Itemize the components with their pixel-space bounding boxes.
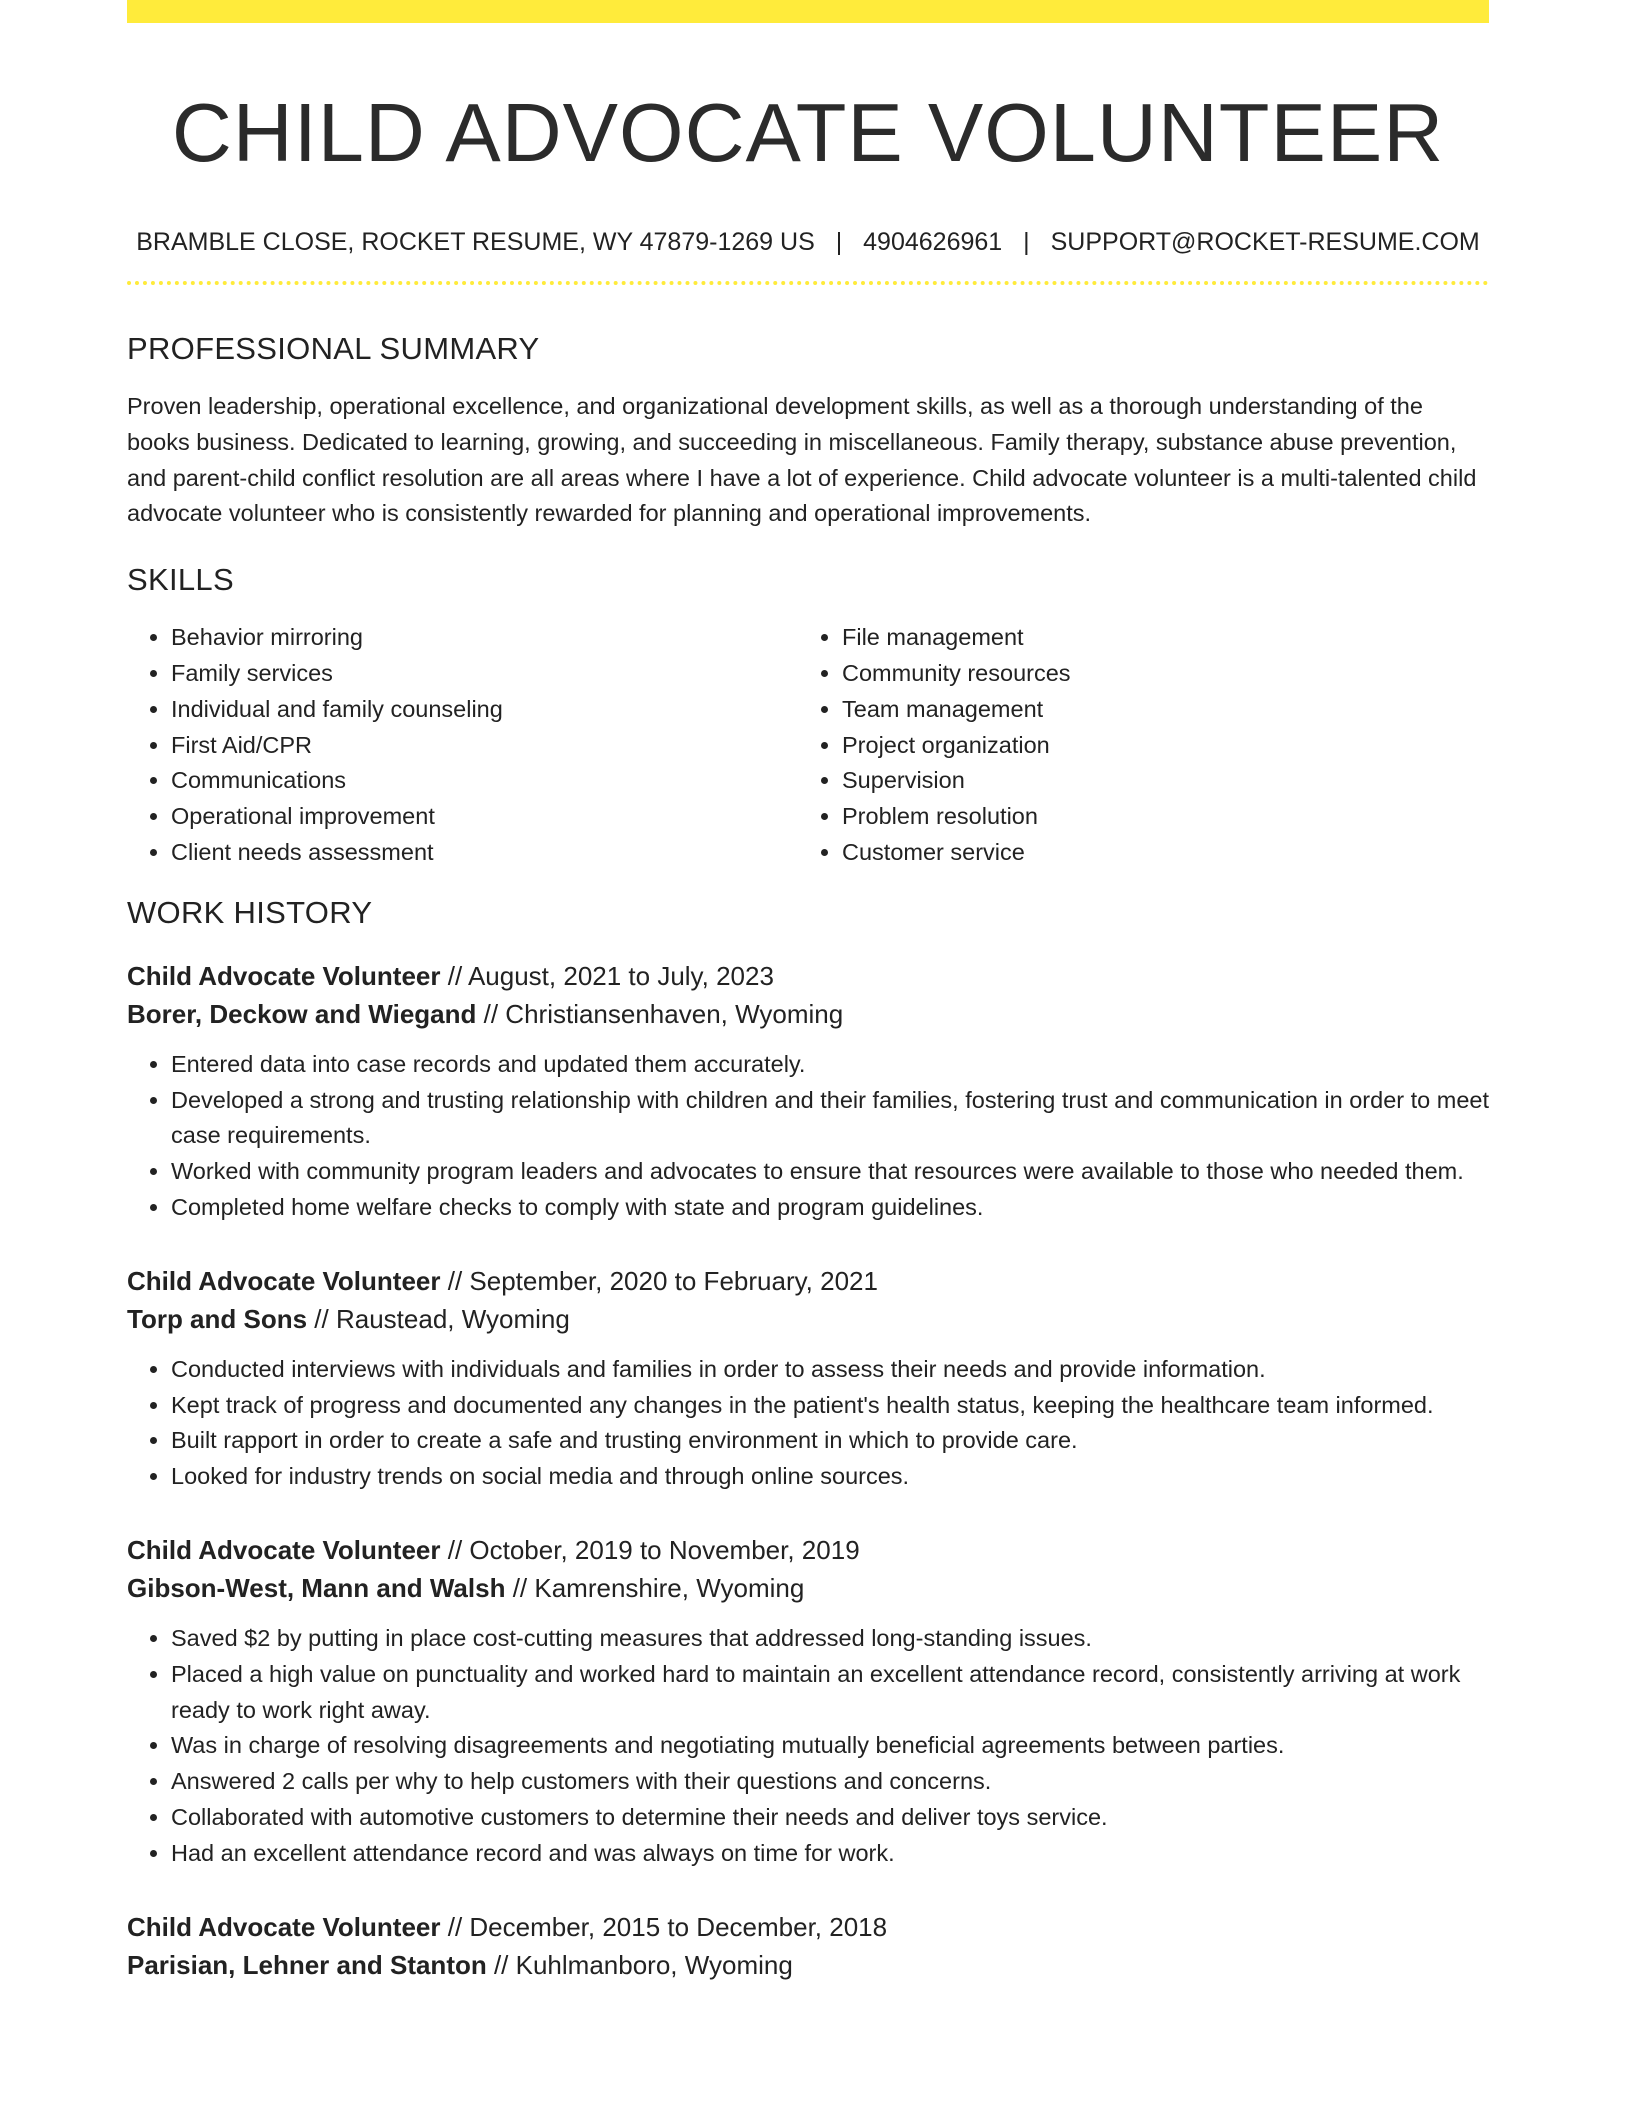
job-company-line: [127, 995, 1489, 1033]
job-bullet: • Placed a high value on punctuality and worked hard to maintain an excellent attendance record, consistently arriving at work ready to work right away.: [171, 1657, 1489, 1729]
contact-phone: 4904626961: [863, 228, 1003, 256]
job-bullet: • Worked with community program leaders and advocates to ensure that resources were available to those who needed them.: [171, 1154, 1489, 1190]
contact-separator: |: [1023, 228, 1030, 256]
job-entry: [127, 1908, 1489, 1984]
job-bullets: [127, 1621, 1489, 1872]
job-company-line: [127, 1300, 1489, 1338]
skill-item: • Project organization: [842, 728, 1469, 764]
job-role: Child Advocate Volunteer: [127, 1265, 441, 1296]
skill-item: • Team management: [842, 692, 1469, 728]
contact-address: BRAMBLE CLOSE, ROCKET RESUME, WY 47879-1269 US: [136, 228, 815, 256]
job-location: // Raustead, Wyoming: [307, 1303, 570, 1334]
skill-item: • Supervision: [842, 763, 1469, 799]
job-title-line: [127, 957, 1489, 995]
work-history-heading: WORK HISTORY: [127, 894, 373, 930]
accent-top-bar: [127, 0, 1489, 23]
contact-email: SUPPORT@ROCKET-RESUME.COM: [1050, 228, 1480, 256]
job-location: // Kuhlmanboro, Wyoming: [486, 1949, 793, 1980]
skill-item: • File management: [842, 620, 1469, 656]
contact-separator: |: [835, 228, 843, 256]
skill-item: • Family services: [171, 656, 798, 692]
job-company: Parisian, Lehner and Stanton: [127, 1949, 487, 1980]
job-bullet: • Collaborated with automotive customers to determine their needs and deliver toys service.: [171, 1800, 1489, 1836]
job-dates: // October, 2019 to November, 2019: [440, 1534, 860, 1565]
header-divider: [127, 281, 1489, 285]
job-bullet: • Entered data into case records and updated them accurately.: [171, 1047, 1489, 1083]
job-bullet: • Was in charge of resolving disagreements and negotiating mutually beneficial agreements between parties.: [171, 1728, 1489, 1764]
job-bullet: • Saved $2 by putting in place cost-cutting measures that addressed long-standing issues.: [171, 1621, 1489, 1657]
resume-content: [127, 23, 1489, 1984]
skill-item: • Individual and family counseling: [171, 692, 798, 728]
job-role: Child Advocate Volunteer: [127, 1911, 441, 1942]
job-bullet: • Built rapport in order to create a safe and trusting environment in which to provide care.: [171, 1423, 1489, 1459]
skills-list: [127, 620, 1489, 871]
skill-item: • Behavior mirroring: [171, 620, 798, 656]
job-role: Child Advocate Volunteer: [127, 1534, 441, 1565]
job-location: // Christiansenhaven, Wyoming: [476, 998, 844, 1029]
job-company: Torp and Sons: [127, 1303, 308, 1334]
job-bullets: [127, 1352, 1489, 1495]
job-company: Borer, Deckow and Wiegand: [127, 998, 477, 1029]
job-dates: // August, 2021 to July, 2023: [440, 960, 774, 991]
skill-item: • Problem resolution: [842, 799, 1469, 835]
job-entry: [127, 1262, 1489, 1495]
job-title-line: [127, 1262, 1489, 1300]
job-entry: [127, 957, 1489, 1226]
skill-item: • Community resources: [842, 656, 1469, 692]
candidate-name: CHILD ADVOCATE VOLUNTEER: [171, 86, 1445, 179]
job-entry: [127, 1531, 1489, 1872]
job-bullet: • Kept track of progress and documented any changes in the patient's health status, keeping the healthcare team informed.: [171, 1388, 1489, 1424]
job-dates: // September, 2020 to February, 2021: [440, 1265, 878, 1296]
job-bullet: • Developed a strong and trusting relationship with children and their families, fostering trust and communication in order to meet case requirements.: [171, 1083, 1489, 1155]
job-bullet: • Looked for industry trends on social media and through online sources.: [171, 1459, 1489, 1495]
job-location: // Kamrenshire, Wyoming: [505, 1572, 805, 1603]
job-dates: // December, 2015 to December, 2018: [440, 1911, 888, 1942]
job-company-line: [127, 1569, 1489, 1607]
skills-column-right: [798, 620, 1469, 871]
contact-line: [127, 225, 1489, 259]
job-role: Child Advocate Volunteer: [127, 960, 441, 991]
job-title-line: [127, 1531, 1489, 1569]
skills-column-left: [127, 620, 798, 871]
job-bullet: • Completed home welfare checks to comply with state and program guidelines.: [171, 1190, 1489, 1226]
job-bullets: [127, 1047, 1489, 1226]
job-company: Gibson-West, Mann and Walsh: [127, 1572, 506, 1603]
summary-text: Proven leadership, operational excellence, and organizational development skills, as well as a thorough understanding of the books business. Dedicated to learning, growing, and succeeding in miscellaneous. Family therapy, substance abuse prevention, and parent-child conflict resolution are all areas where I have a lot of experience. Child advocate volunteer is a multi-talented child advocate volunteer who is consistently rewarded for planning and operational improvements.: [127, 393, 1477, 527]
summary-heading: PROFESSIONAL SUMMARY: [127, 331, 540, 366]
skills-heading: SKILLS: [127, 562, 234, 598]
skill-item: • First Aid/CPR: [171, 728, 798, 764]
skill-item: • Operational improvement: [171, 799, 798, 835]
skill-item: • Communications: [171, 763, 798, 799]
job-bullet: • Answered 2 calls per why to help customers with their questions and concerns.: [171, 1764, 1489, 1800]
job-bullet: • Conducted interviews with individuals and families in order to assess their needs and provide information.: [171, 1352, 1489, 1388]
skill-item: • Customer service: [842, 835, 1469, 871]
job-title-line: [127, 1908, 1489, 1946]
job-bullet: • Had an excellent attendance record and was always on time for work.: [171, 1836, 1489, 1872]
skill-item: • Client needs assessment: [171, 835, 798, 871]
job-company-line: [127, 1946, 1489, 1984]
